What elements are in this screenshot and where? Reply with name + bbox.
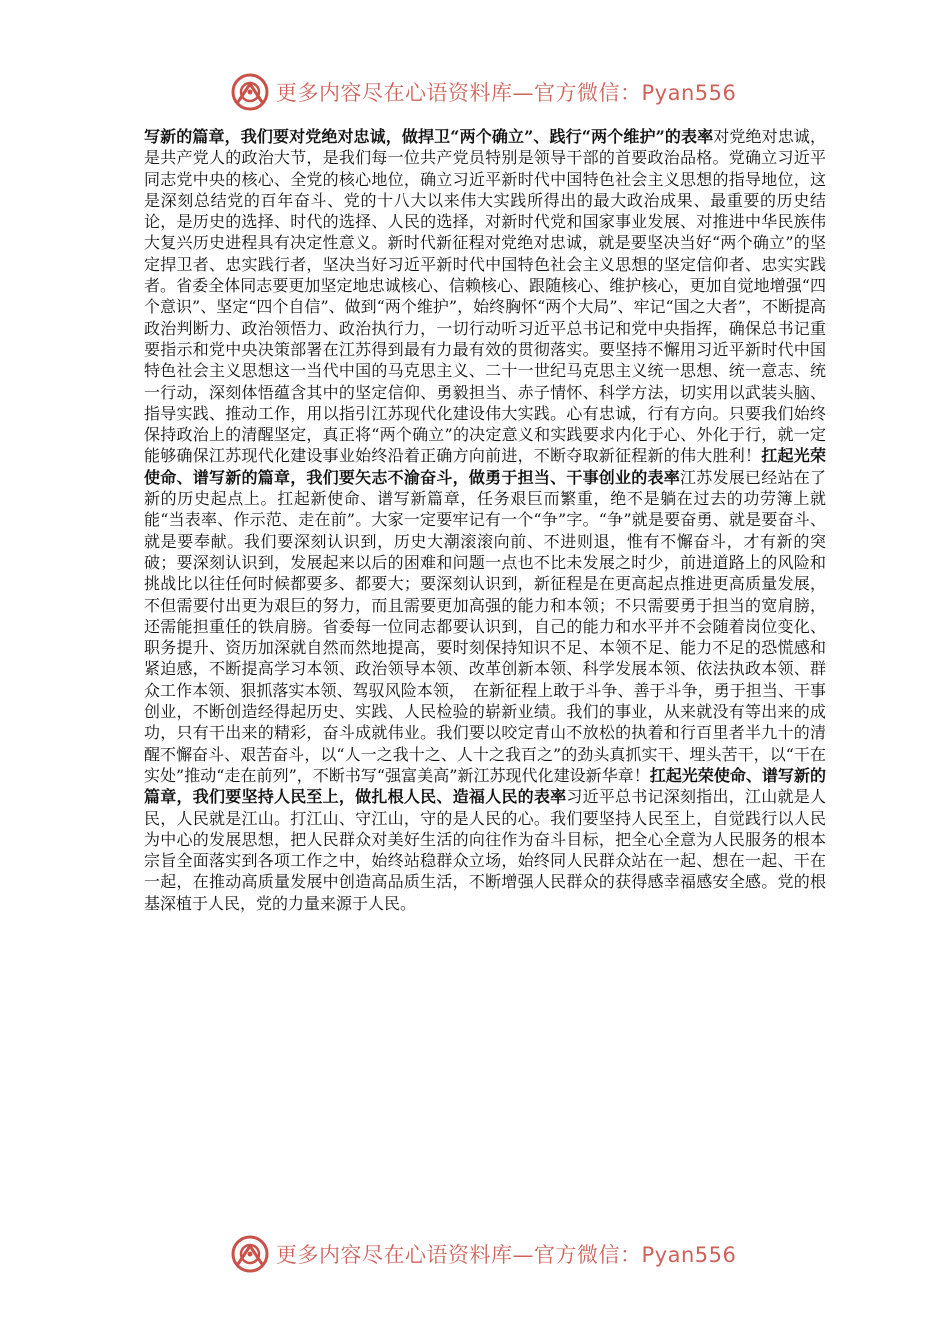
section-heading-2: 扛起光荣使命、谱写新的篇章，我们要矢志不渝奋斗，做勇于担当、干事创业的表率 bbox=[144, 446, 826, 487]
logo-icon bbox=[230, 1234, 270, 1274]
section-text-1: 对党绝对忠诚，是共产党人的政治大节，是我们每一位共产党员特别是领导干部的首要政治品格。党确立习近平同志党中央的核心、全党的核心地位，确立习近平新时代中国特色社会主义思想的指导地位，这是深刻总结党的百年奋斗、党的十八大以来伟大实践所得出的最大政治成果、最重要的历史结论，是历史的选择、时代的选择、人民的选择，对新时代党和国家事业发展、对推进中华民族伟大复兴历史进程具有决定性意义。新时代新征程对党绝对忠诚，就是要坚决当好“两个确立”的坚定捍卫者、忠实践行者，坚决当好习近平新时代中国特色社会主义思想的坚定信仰者、忠实实践者。省委全体同志要更加坚定地忠诚核心、信赖核心、跟随核心、维护核心，更加自觉地增强“四个意识”、坚定“四个自信”、做到“两个维护”，始终胸怀“两个大局”、牢记“国之大者”，不断提高政治判断力、政治领悟力、政治执行力，一切行动听习近平总书记和党中央指挥，确保总书记重要指示和党中央决策部署在江苏得到最有力最有效的贯彻落实。要坚持不懈用习近平新时代中国特色社会主义思想这一当代中国的马克思主义、二十一世纪马克思主义统一思想、统一意志、统一行动，深刻体悟蕴含其中的坚定信仰、勇毅担当、赤子情怀、科学方法，切实用以武装头脑、指导实践、推动工作，用以指引江苏现代化建设伟大实践。心有忠诚，行有方向。只要我们始终保持政治上的清醒坚定，真正将“两个确立”的决定意义和实践要求内化于心、外化于行，就一定能够确保江苏现代化建设事业始终沿着正确方向前进，不断夺取新征程新的伟大胜利！ bbox=[144, 127, 826, 466]
section-text-3: 习近平总书记深刻指出，江山就是人民，人民就是江山。打江山、守江山，守的是人民的心。我们要坚持人民至上，自觉践行以人民为中心的发展思想，把人民群众对美好生活的向往作为奋斗目标，把全心全意为人民服务的根本宗旨全面落实到各项工作之中，始终站稳群众立场，始终同人民群众站在一起、想在一起、干在一起，在推动高质量发展中创造高品质生活，不断增强人民群众的获得感幸福感安全感。党的根基深植于人民，党的力量来源于人民。 bbox=[144, 787, 826, 913]
document-body bbox=[144, 126, 826, 914]
section-heading-1: 写新的篇章，我们要对党绝对忠诚，做捍卫“两个确立”、践行“两个维护”的表率 bbox=[144, 127, 714, 146]
watermark-text: 更多内容尽在心语资料库—官方微信：Pyan556 bbox=[276, 1243, 737, 1267]
header-watermark bbox=[230, 70, 736, 114]
section-heading-3: 扛起光荣使命、谱写新的篇章，我们要坚持人民至上，做扎根人民、造福人民的表率 bbox=[144, 765, 826, 807]
logo-icon bbox=[230, 72, 270, 112]
watermark-text: 更多内容尽在心语资料库—官方微信：Pyan556 bbox=[276, 81, 737, 105]
footer-watermark bbox=[230, 1232, 736, 1276]
section-text-2: 江苏发展已经站在了新的历史起点上。扛起新使命、谱写新篇章，任务艰巨而繁重，绝不是躺在过去的功劳簿上就能“当表率、作示范、走在前”。大家一定要牢记有一个“争”字。“争”就是要奋勇、就是要奋斗、就是要奉献。我们要深刻认识到，历史大潮滚滚向前、不进则退，惟有不懈奋斗，才有新的突破；要深刻认识到，发展起来以后的困难和问题一点也不比未发展之时少，前进道路上的风险和挑战比以往任何时候都要多、都要大；要深刻认识到，新征程是在更高起点推进更高质量发展，不但需要付出更为艰巨的努力，而且需要更加高强的能力和本领；不只需要勇于担当的宽肩膀，还需能担重任的铁肩膀。省委每一位同志都要认识到，自己的能力和水平并不会随着岗位变化、职务提升、资历加深就自然而然地提高，要时刻保持知识不足、本领不足、能力不足的恐慌感和紧迫感，不断提高学习本领、政治领导本领、改革创新本领、科学发展本领、依法执政本领、群众工作本领、狠抓落实本领、驾驭风险本领， 在新征程上敢于斗争、善于斗争，勇于担当、干事创业，不断创造经得起历史、实践、人民检验的崭新业绩。我们的事业，从来就没有等出来的成功，只有干出来的精彩，奋斗成就伟业。我们要以咬定青山不放松的执着和行百里者半九十的清醒不懈奋斗、艰苦奋斗，以“人一之我十之、人十之我百之”的劲头真抓实干、埋头苦干，以“干在实处”推动“走在前列”，不断书写“强富美高”新江苏现代化建设新华章！ bbox=[144, 467, 826, 785]
